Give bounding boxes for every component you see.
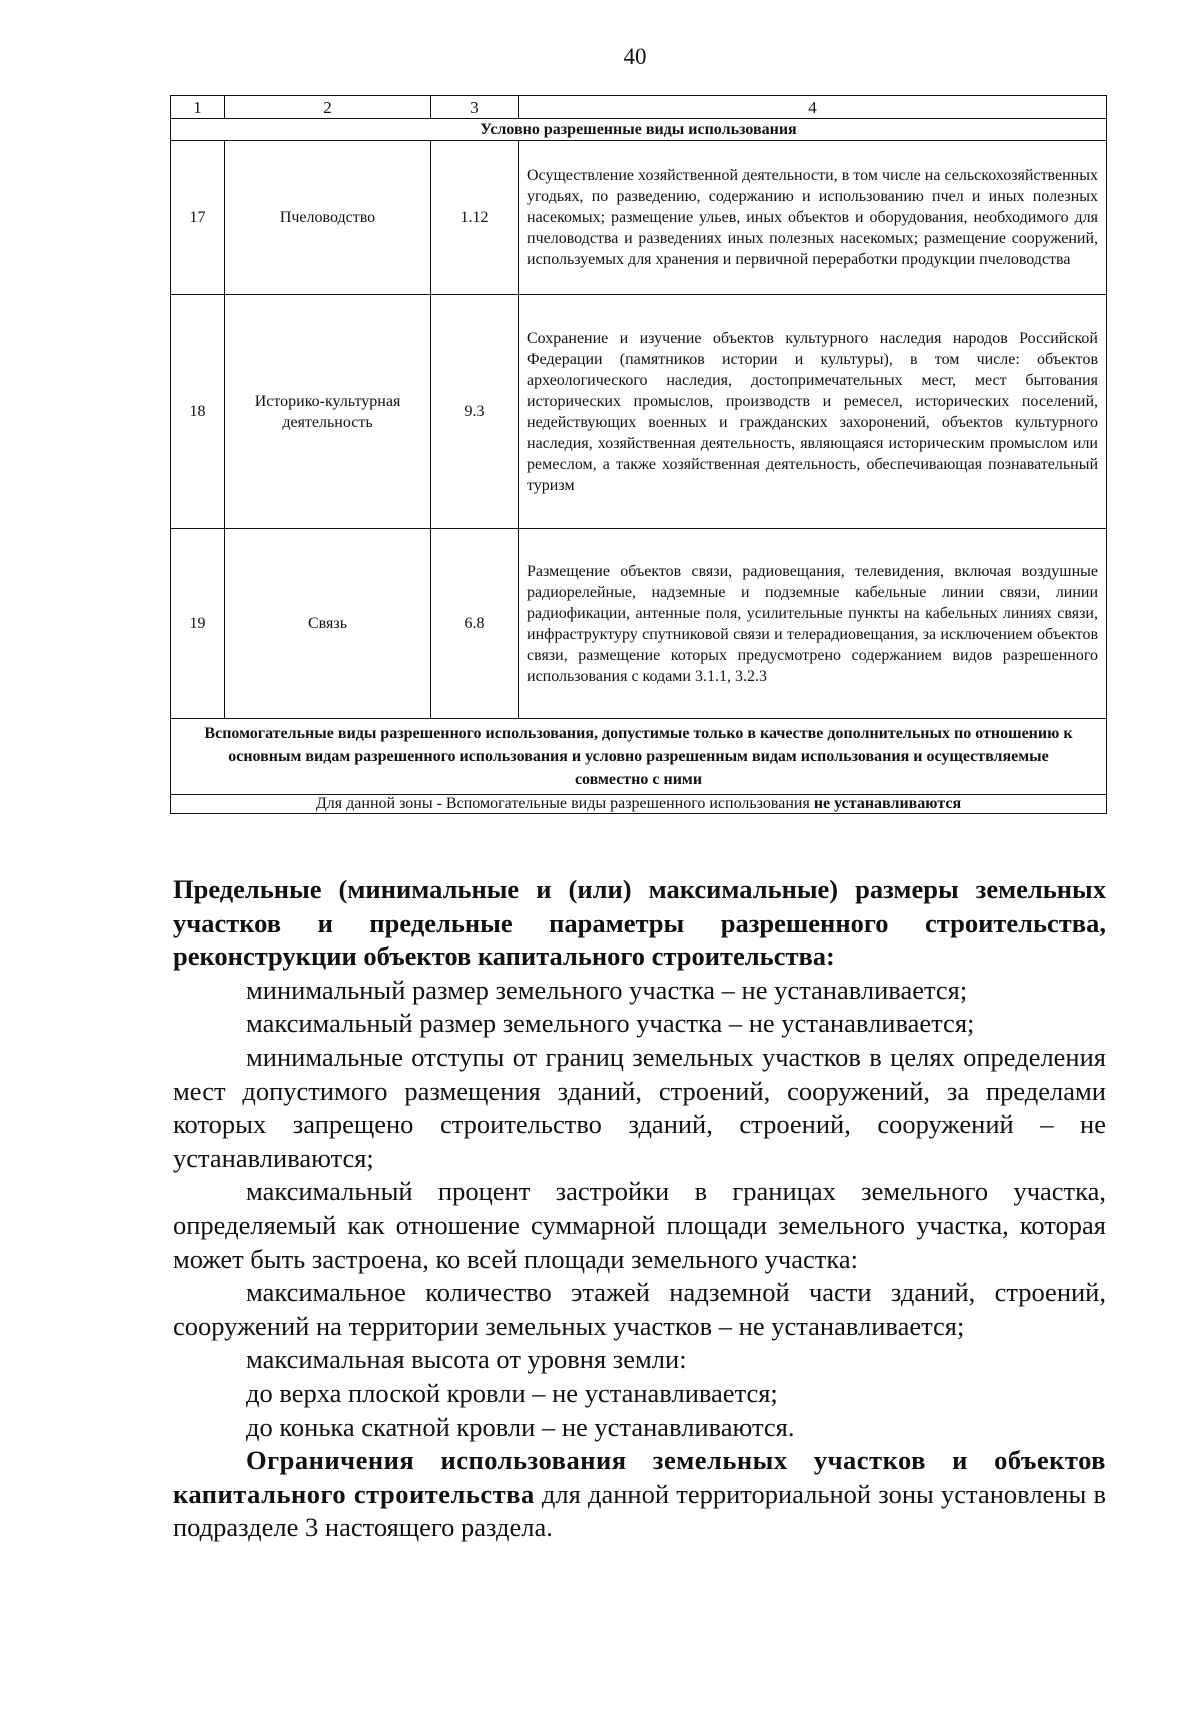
use-code: 9.3 [431,295,519,529]
auxiliary-note [171,795,1107,814]
regulations-text [173,873,1106,1545]
use-description: Размещение объектов связи, радиовещания, телевидения, включая воздушные радиорелейные, надземные и подземные кабельные линии связи, линии радиофикации, антенные поля, усилительные пункты на кабельных линиях связи, инфраструктуру спутниковой связи и телерадиовещания, за исключением объектов связи, размещение которых предусмотрено содержанием видов разрешенного использования с кодами 3.1.1, 3.2.3 [519,529,1107,719]
use-code: 6.8 [431,529,519,719]
row-number: 18 [171,295,225,529]
use-code: 1.12 [431,141,519,295]
table-row [171,295,1107,529]
row-number: 17 [171,141,225,295]
paragraph: максимальный процент застройки в границах земельного участка, определяемый как отношение суммарной площади земельного участка, которая может быть застроена, ко всей площади земельного участка: [173,1176,1106,1274]
use-name: Связь [225,529,431,719]
row-number: 19 [171,529,225,719]
paragraph: минимальные отступы от границ земельных участков в целях определения мест допустимого размещения зданий, строений, сооружений, за пределами которых запрещено строительство зданий, строений, сооружений – не устанавливаются; [173,1041,1106,1173]
use-description: Сохранение и изучение объектов культурного наследия народов Российской Федерации (памятников истории и культуры), в том числе: объектов археологического наследия, достопримечательных мест, мест бытования исторических промыслов, производств и ремесел, исторических поселений, недействующих военных и гражданских захоронений, объектов культурного наследия, хозяйственная деятельность, являющаяся историческим промыслом или ремеслом, а также хозяйственная деятельность, обеспечивающая познавательный туризм [519,295,1107,529]
use-description: Осуществление хозяйственной деятельности, в том числе на сельскохозяйственных угодьях, по разведению, содержанию и использованию пчел и иных полезных насекомых; размещение ульев, иных объектов и оборудования, необходимого для пчеловодства и разведениях иных полезных насекомых; размещение сооружений, используемых для хранения и первичной переработки продукции пчеловодства [519,141,1107,295]
section-heading: Предельные (минимальные и (или) максимальные) размеры земельных участков и предельные параметры разрешенного строительства, реконструкции объектов капитального строительства: [173,874,1106,972]
table-header-row [171,96,1107,119]
auxiliary-note-prefix: Для данной зоны - Вспомогательные виды разрешенного использования [315,795,814,812]
header-cell: 2 [225,96,431,119]
paragraph: минимальный размер земельного участка – не устанавливается; [246,974,968,1005]
paragraph: до верха плоской кровли – не устанавливается; [246,1377,778,1408]
note-row [171,795,1107,814]
use-name: Пчеловодство [225,141,431,295]
header-cell: 3 [431,96,519,119]
section-row [171,719,1107,795]
restrictions-rest: для данной территориальной зоны установлены в подразделе 3 настоящего раздела. [173,1478,1106,1543]
paragraph: максимальное количество этажей надземной части зданий, строений, сооружений на территории земельных участков – не устанавливается; [173,1277,1106,1341]
page-number: 40 [623,44,647,69]
auxiliary-section-title: Вспомогательные виды разрешенного использования, допустимые только в качестве дополнительных по отношению к основным видам разрешенного использования и условно разрешенным видам использования и осуществляемые совместно с ними [171,719,1107,795]
header-cell: 1 [171,96,225,119]
paragraph: максимальная высота от уровня земли: [246,1344,687,1375]
header-cell: 4 [519,96,1107,119]
table-row [171,141,1107,295]
restrictions-bold: Ограничения использования земельных участков и объектов капитального строительства [173,1445,1106,1509]
table-row [171,529,1107,719]
conditional-section-title: Условно разрешенные виды использования [171,119,1107,141]
land-use-table [170,95,1107,814]
paragraph: максимальный размер земельного участка – не устанавливается; [246,1008,975,1039]
auxiliary-note-bold: не устанавливаются [813,795,962,812]
restrictions-paragraph [173,1444,1106,1545]
use-name: Историко-культурная деятельность [225,295,431,529]
section-row [171,119,1107,141]
paragraph: до конька скатной кровли – не устанавливаются. [246,1411,795,1442]
